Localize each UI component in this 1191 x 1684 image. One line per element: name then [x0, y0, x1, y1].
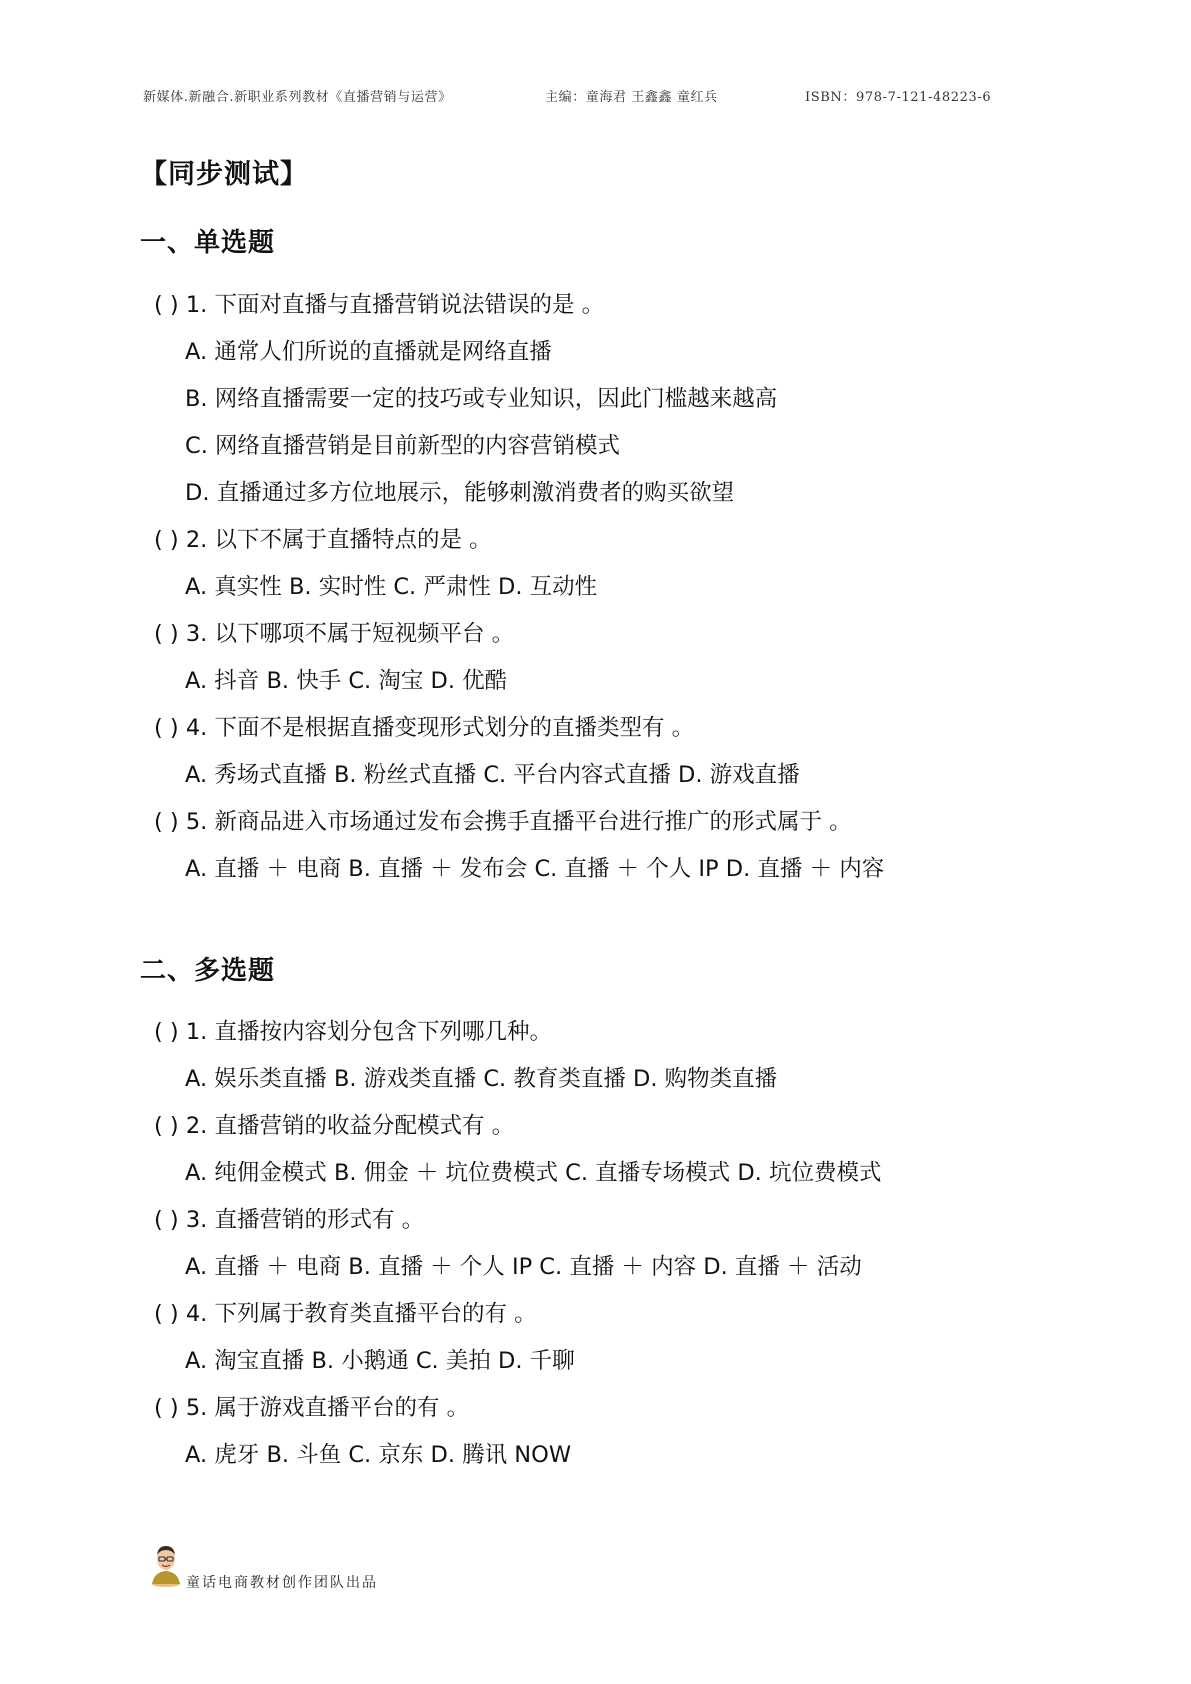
- question-stem: ( ) 2. 以下不属于直播特点的是 。: [154, 527, 492, 553]
- question-stem: ( ) 4. 下列属于教育类直播平台的有 。: [154, 1301, 537, 1327]
- question-option: A. 秀场式直播 B. 粉丝式直播 C. 平台内容式直播 D. 游戏直播: [185, 762, 800, 788]
- question-stem: ( ) 1. 下面对直播与直播营销说法错误的是 。: [154, 292, 605, 318]
- question-stem: ( ) 2. 直播营销的收益分配模式有 。: [154, 1113, 515, 1139]
- question-option: A. 淘宝直播 B. 小鹅通 C. 美拍 D. 千聊: [185, 1348, 575, 1374]
- question-stem: ( ) 5. 属于游戏直播平台的有 。: [154, 1395, 470, 1421]
- header-isbn: ISBN：978-7-121-48223-6: [805, 90, 992, 105]
- question-option: A. 真实性 B. 实时性 C. 严肃性 D. 互动性: [185, 574, 598, 600]
- page-title: 【同步测试】: [140, 159, 308, 190]
- question-option: A. 直播 ＋ 电商 B. 直播 ＋ 个人 IP C. 直播 ＋ 内容 D. 直播 ＋ 活动: [185, 1254, 862, 1280]
- page-header: [143, 86, 1063, 105]
- section-heading-single-choice: 一、单选题: [140, 228, 276, 258]
- question-option: A. 通常人们所说的直播就是网络直播: [185, 339, 552, 365]
- question-stem: ( ) 1. 直播按内容划分包含下列哪几种。: [154, 1019, 552, 1045]
- question-option: A. 抖音 B. 快手 C. 淘宝 D. 优酷: [185, 668, 508, 694]
- question-stem: ( ) 5. 新商品进入市场通过发布会携手直播平台进行推广的形式属于 。: [154, 809, 852, 835]
- question-option: B. 网络直播需要一定的技巧或专业知识，因此门槛越来越高: [185, 386, 778, 412]
- question-option: A. 纯佣金模式 B. 佣金 ＋ 坑位费模式 C. 直播专场模式 D. 坑位费模式: [185, 1160, 882, 1186]
- question-option: A. 娱乐类直播 B. 游戏类直播 C. 教育类直播 D. 购物类直播: [185, 1066, 778, 1092]
- author-portrait-icon: [146, 1540, 186, 1588]
- question-option: A. 虎牙 B. 斗鱼 C. 京东 D. 腾讯 NOW: [185, 1442, 572, 1468]
- header-editors: 主编：童海君 王鑫鑫 童红兵: [545, 90, 718, 105]
- question-stem: ( ) 4. 下面不是根据直播变现形式划分的直播类型有 。: [154, 715, 695, 741]
- section-heading-multiple-choice: 二、多选题: [140, 956, 276, 986]
- question-option: C. 网络直播营销是目前新型的内容营销模式: [185, 433, 621, 459]
- footer-credit: 童话电商教材创作团队出品: [186, 1575, 378, 1591]
- question-option: D. 直播通过多方位地展示，能够刺激消费者的购买欲望: [185, 480, 735, 506]
- question-stem: ( ) 3. 直播营销的形式有 。: [154, 1207, 425, 1233]
- question-stem: ( ) 3. 以下哪项不属于短视频平台 。: [154, 621, 515, 647]
- header-series: 新媒体.新融合.新职业系列教材《直播营销与运营》: [143, 90, 452, 105]
- question-option: A. 直播 ＋ 电商 B. 直播 ＋ 发布会 C. 直播 ＋ 个人 IP D. 直播 ＋ 内容: [185, 856, 885, 882]
